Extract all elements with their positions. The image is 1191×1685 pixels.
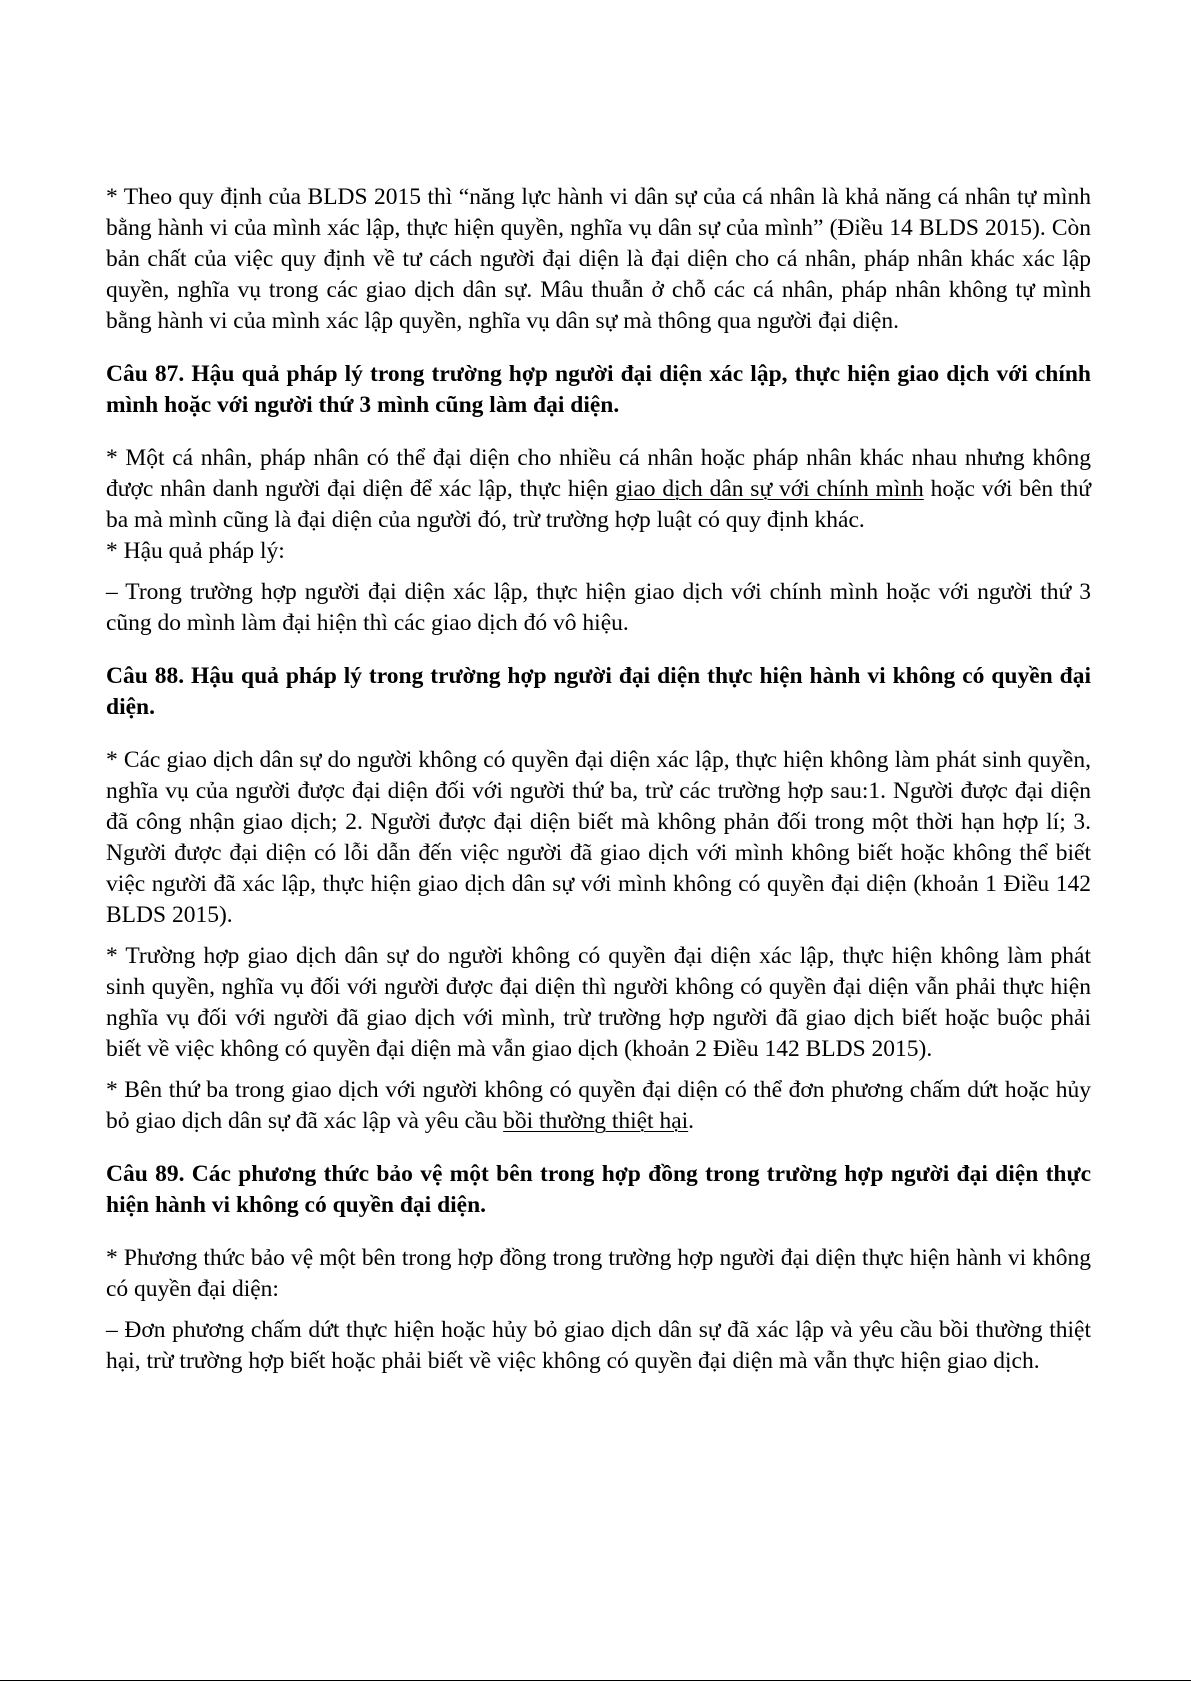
paragraph-capacity-contradiction: * Theo quy định của BLDS 2015 thì “năng lực hành vi dân sự của cá nhân là khả năng cá nhân tự mình bằng hành vi của mình xác lập, thực hiện quyền, nghĩa vụ dân sự của mình” (Điều 14 BLDS 2015). Còn bản chất của việc quy định về tư cách người đại diện là đại diện cho cá nhân, pháp nhân khác xác lập quyền, nghĩa vụ trong các giao dịch dân sự. Mâu thuẫn ở chỗ các cá nhân, pháp nhân không tự mình bằng hành vi của mình xác lập quyền, nghĩa vụ dân sự mà thông qua người đại diện. <box>106 184 1091 334</box>
paragraph-third-party-rights <box>106 1075 1091 1137</box>
heading-question-88: Câu 88. Hậu quả pháp lý trong trường hợp người đại diện thực hiện hành vi không có quyền đại diện. <box>106 663 1091 720</box>
document-body <box>106 182 1091 1377</box>
paragraph-void-transactions: – Trong trường hợp người đại diện xác lập, thực hiện giao dịch với chính mình hoặc với người thứ 3 cũng do mình làm đại hiện thì các giao dịch đó vô hiệu. <box>106 579 1091 636</box>
link-damage-compensation[interactable]: bồi thường thiệt hại <box>503 1108 689 1134</box>
paragraph-legal-consequence-label: * Hậu quả pháp lý: <box>106 538 285 564</box>
paragraph-unauthorized-obligation: * Trường hợp giao dịch dân sự do người không có quyền đại diện xác lập, thực hiện không làm phát sinh quyền, nghĩa vụ đối với người được đại diện thì người không có quyền đại diện vẫn phải thực hiện nghĩa vụ đối với người đã giao dịch với mình, trừ trường hợp người đã giao dịch biết hoặc buộc phải biết về việc không có quyền đại diện mà vẫn giao dịch (khoản 2 Điều 142 BLDS 2015). <box>106 943 1091 1062</box>
paragraph-text: * Bên thứ ba trong giao dịch với người không có quyền đại diện có thể đơn phương chấm dứt hoặc hủy bỏ giao dịch dân sự đã xác lập và yêu cầu <box>106 1077 1091 1134</box>
heading-question-87: Câu 87. Hậu quả pháp lý trong trường hợp người đại diện xác lập, thực hiện giao dịch với chính mình hoặc với người thứ 3 mình cũng làm đại diện. <box>106 361 1091 418</box>
heading-question-89: Câu 89. Các phương thức bảo vệ một bên trong hợp đồng trong trường hợp người đại diện thực hiện hành vi không có quyền đại diện. <box>106 1161 1091 1218</box>
paragraph-unilateral-termination: – Đơn phương chấm dứt thực hiện hoặc hủy bỏ giao dịch dân sự đã xác lập và yêu cầu bồi thường thiệt hại, trừ trường hợp biết hoặc phải biết về việc không có quyền đại diện mà vẫn thực hiện giao dịch. <box>106 1317 1091 1374</box>
paragraph-text: . <box>688 1108 695 1134</box>
paragraph-protection-methods: * Phương thức bảo vệ một bên trong hợp đồng trong trường hợp người đại diện thực hiện hành vi không có quyền đại diện: <box>106 1245 1091 1302</box>
paragraph-self-dealing-rule <box>106 443 1091 536</box>
link-civil-transaction-with-self[interactable]: giao dịch dân sự với chính mình <box>615 476 924 502</box>
page-bottom-rule <box>0 1680 1191 1681</box>
paragraph-text: hoặc với bên thứ ba mà mình cũng là đại diện của người đó, trừ trường hợp luật có quy định khác. <box>106 476 1091 533</box>
paragraph-no-authority-transactions: * Các giao dịch dân sự do người không có quyền đại diện xác lập, thực hiện không làm phát sinh quyền, nghĩa vụ của người được đại diện đối với người thứ ba, trừ các trường hợp sau:1. Người được đại diện đã công nhận giao dịch; 2. Người được đại diện biết mà không phản đối trong một thời hạn hợp lí; 3. Người được đại diện có lỗi dẫn đến việc người đã giao dịch với mình không biết hoặc không thể biết việc người đã xác lập, thực hiện giao dịch dân sự với mình không có quyền đại diện (khoản 1 Điều 142 BLDS 2015). <box>106 747 1091 928</box>
paragraph-text: * Một cá nhân, pháp nhân có thể đại diện cho nhiều cá nhân hoặc pháp nhân khác nhau nhưng không được nhân danh người đại diện để xác lập, thực hiện <box>106 445 1091 502</box>
